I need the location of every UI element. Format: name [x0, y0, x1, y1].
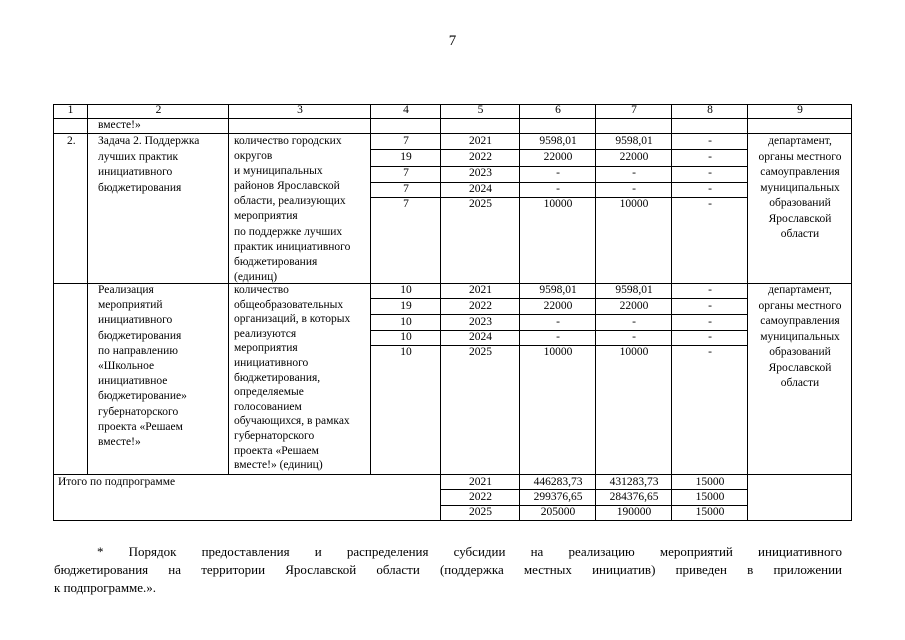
amount-cell: 9598,01 [615, 284, 653, 296]
value-cell: 7 [403, 183, 409, 195]
executor [748, 134, 852, 243]
continuation-text: вместе!» [98, 119, 141, 131]
col-header-1: 1 [67, 104, 74, 116]
executor-line: Ярославской [768, 361, 832, 374]
footnote-line: к подпрограмме.». [54, 580, 157, 595]
indicator-line: мероприятия [234, 210, 298, 223]
total-amount-cell: 431283,73 [609, 476, 659, 488]
task-number: 2. [67, 135, 76, 147]
indicator-line: определяемые [234, 386, 304, 399]
indicator-line: районов Ярославской [234, 180, 340, 193]
amount-cell: 9598,01 [539, 284, 577, 296]
year-cell: 2022 [469, 151, 492, 163]
task-name-line: инициативного [98, 166, 173, 178]
amount-cell: 22000 [619, 300, 649, 312]
year-cell: 2024 [469, 331, 492, 343]
value-cell: 10 [400, 284, 412, 296]
amount-cell: - [632, 183, 636, 195]
amount-cell: 10000 [543, 346, 573, 358]
amount-cell: - [708, 316, 712, 328]
amount-cell: 10000 [543, 198, 573, 210]
indicator-line: и муниципальных [234, 165, 323, 178]
executor-line: Ярославской [768, 212, 832, 225]
year-cell: 2025 [469, 346, 492, 358]
amount-cell: - [708, 346, 712, 358]
amount-cell: - [708, 331, 712, 343]
value-cell: 10 [400, 316, 412, 328]
amount-cell: - [708, 135, 712, 147]
value-cell: 7 [403, 167, 409, 179]
indicator-line: вместе!» (единиц) [234, 459, 323, 472]
task-name-line: лучших практик [98, 150, 179, 163]
task-indicator [234, 134, 350, 285]
activity-indicator [234, 283, 350, 473]
col-header-9: 9 [797, 104, 803, 116]
amount-cell: - [556, 183, 560, 195]
activity-name-line: Реализация [98, 284, 154, 296]
task-name-line: Задача 2. Поддержка [98, 135, 200, 147]
task-name [98, 134, 199, 196]
indicator-line: мероприятия [234, 342, 298, 355]
indicator-line: области, реализующих [234, 195, 346, 208]
indicator-line: бюджетирования [234, 255, 318, 268]
year-cell: 2024 [469, 183, 492, 195]
year-cell: 2022 [469, 300, 492, 312]
col-header-5: 5 [477, 104, 484, 116]
executor-line: образований [769, 346, 831, 358]
activity-name-line: вместе!» [98, 436, 141, 449]
amount-cell: - [556, 167, 560, 179]
executor-line: самоуправления [760, 315, 840, 327]
amount-cell: 9598,01 [615, 135, 653, 147]
indicator-line: проекта «Решаем [234, 444, 319, 457]
amount-cell: - [632, 316, 636, 328]
footnote-line: * Порядок предоставления и распределения субсидии на реализацию мероприятий инициативного [97, 544, 842, 559]
total-amount-cell: 205000 [540, 506, 576, 518]
amount-cell: - [556, 316, 560, 328]
executor [748, 283, 852, 392]
indicator-line: по поддержке лучших [234, 225, 343, 238]
executor-line: органы местного [758, 150, 842, 163]
indicator-line: общеобразовательных [234, 298, 344, 311]
col-header-4: 4 [403, 104, 409, 116]
total-amount-cell: 15000 [695, 476, 725, 488]
amount-cell: 22000 [619, 151, 649, 163]
value-cell: 19 [400, 151, 412, 163]
activity-name-line: инициативного [98, 314, 173, 327]
value-cell: 10 [400, 331, 412, 343]
indicator-line: количество городских [234, 135, 342, 147]
amount-cell: - [708, 284, 712, 296]
total-amount-cell: 15000 [695, 491, 725, 503]
year-cell: 2025 [469, 198, 492, 210]
executor-line: органы местного [758, 299, 842, 312]
total-amount-cell: 446283,73 [533, 476, 583, 488]
indicator-line: практик инициативного [234, 240, 351, 253]
activity-name [98, 283, 187, 450]
activity-name-line: инициативное [98, 375, 168, 388]
value-cell: 7 [403, 135, 409, 147]
year-cell: 2023 [469, 316, 492, 328]
footnote [54, 543, 842, 597]
year-cell: 2021 [469, 476, 492, 488]
year-cell: 2023 [469, 167, 492, 179]
total-amount-cell: 190000 [616, 506, 652, 518]
value-cell: 10 [400, 346, 412, 358]
year-cell: 2022 [469, 491, 492, 503]
indicator-line: организаций, в которых [234, 313, 351, 326]
amount-cell: - [708, 198, 712, 210]
amount-cell: 22000 [543, 300, 573, 312]
activity-name-line: проекта «Решаем [98, 420, 183, 433]
activity-name-line: по направлению [98, 344, 178, 357]
executor-line: департамент, [768, 135, 832, 147]
amount-cell: - [708, 167, 712, 179]
footnote-line: бюджетирования на территории Ярославской области (поддержка местных инициатив) приведен в приложении [54, 562, 842, 577]
indicator-line: голосованием [234, 400, 302, 413]
amount-cell: 9598,01 [539, 135, 577, 147]
executor-line: муниципальных [760, 181, 840, 194]
year-cell: 2025 [469, 506, 492, 518]
executor-line: муниципальных [760, 330, 840, 343]
indicator-line: округов [234, 150, 273, 163]
indicator-line: обучающихся, в рамках [234, 415, 350, 428]
executor-line: области [780, 228, 820, 240]
amount-cell: - [556, 331, 560, 343]
col-header-7: 7 [631, 104, 637, 116]
col-header-8: 8 [707, 104, 713, 116]
activity-name-line: бюджетирования [98, 329, 182, 342]
year-cell: 2021 [469, 284, 492, 296]
col-header-2: 2 [155, 104, 162, 116]
executor-line: образований [769, 197, 831, 209]
total-amount-cell: 284376,65 [609, 491, 659, 503]
amount-cell: - [708, 300, 712, 312]
activity-name-line: «Школьное [98, 360, 155, 373]
col-header-3: 3 [297, 104, 303, 116]
executor-line: самоуправления [760, 166, 840, 178]
total-label: Итого по подпрограмме [58, 476, 176, 488]
value-cell: 7 [403, 198, 409, 210]
executor-line: департамент, [768, 284, 832, 296]
activity-name-line: мероприятий [98, 299, 163, 312]
indicator-line: губернаторского [234, 429, 315, 442]
indicator-line: количество [234, 284, 289, 296]
indicator-line: инициативного [234, 356, 309, 369]
amount-cell: 22000 [543, 151, 573, 163]
total-amount-cell: 299376,65 [533, 491, 583, 503]
activity-name-line: губернаторского [98, 405, 179, 418]
amount-cell: - [632, 167, 636, 179]
amount-cell: - [632, 331, 636, 343]
amount-cell: - [708, 151, 712, 163]
amount-cell: 10000 [619, 346, 649, 358]
executor-line: области [780, 377, 820, 389]
col-header-6: 6 [555, 104, 561, 116]
activity-name-line: бюджетирование» [98, 390, 187, 403]
total-amount-cell: 15000 [695, 506, 725, 518]
page-number: 7 [448, 33, 457, 49]
amount-cell: - [708, 183, 712, 195]
indicator-line: бюджетирования, [234, 371, 321, 384]
task-name-line: бюджетирования [98, 181, 182, 194]
amount-cell: 10000 [619, 198, 649, 210]
indicator-line: (единиц) [234, 270, 278, 283]
value-cell: 19 [400, 300, 412, 312]
year-cell: 2021 [469, 135, 492, 147]
indicator-line: реализуются [234, 327, 297, 340]
